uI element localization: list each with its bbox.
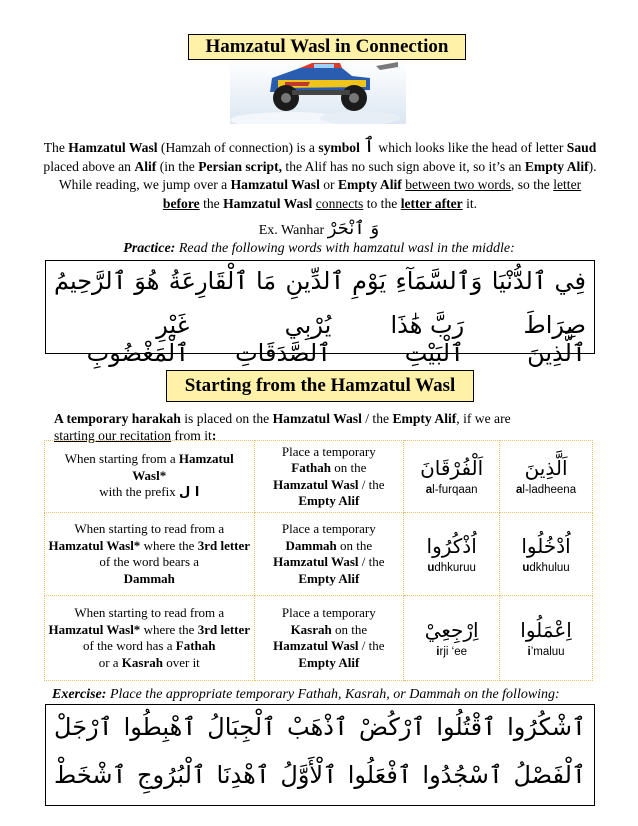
arabic-phrase: صِرَاطَ ٱلَّذِينَ: [523, 311, 586, 367]
cell-text: rji ‘ee: [439, 645, 467, 658]
arabic-word: اُدْخُلُوا: [521, 533, 571, 558]
cell-bold: a: [515, 484, 523, 497]
rule-action: [254, 513, 404, 596]
cell-text: where the: [140, 621, 198, 637]
table-row: [45, 513, 593, 596]
example-word: [404, 441, 500, 513]
cell-text: / the: [358, 638, 385, 653]
arabic-phrase: مَا ٱلْقَارِعَةُ: [168, 267, 277, 295]
table-row: [45, 596, 593, 681]
arabic-word: ٱرْجَلْ: [54, 713, 113, 741]
term-before: before: [162, 195, 200, 211]
term-hamzatul-wasl: Hamzatul Wasl: [272, 411, 362, 426]
transliteration: [407, 560, 496, 577]
section-intro: [54, 410, 594, 444]
intro-text: is placed on the: [180, 411, 273, 426]
cell-bold: Fathah: [175, 638, 216, 653]
intro-text: to the: [363, 195, 401, 211]
practice-box: [45, 260, 595, 367]
arabic-word: ٱلْبُرُوجِ: [137, 761, 206, 789]
intro-text: the Alif has no such sign above it, so it’s an: [282, 158, 525, 174]
term-hamzatul-wasl: Hamzatul Wasl: [68, 140, 158, 155]
arabic-word: ٱفْعَلُوا: [347, 761, 412, 789]
cell-text: of the word bears a: [99, 554, 200, 569]
cell-bold: Dammah: [285, 537, 337, 553]
arabic-word: ٱلْجِبَالُ: [207, 713, 277, 741]
intro-text: The: [43, 140, 69, 155]
arabic-word: اِرْجِعِيْ: [424, 617, 479, 642]
cell-bold: 3rd letter: [197, 537, 251, 553]
arabic-phrase: وَٱلسَّمَآءِ: [395, 267, 483, 295]
cell-bold: Hamzatul Wasl*: [48, 537, 141, 553]
intro-text: which looks like the head of letter: [375, 140, 567, 155]
arabic-phrase: يُرْبِي ٱلصَّدَقَاتِ: [235, 311, 332, 367]
term-empty-alif: Empty Alif: [524, 158, 589, 174]
cell-bold: i: [527, 645, 531, 658]
cell-text: over it: [162, 654, 200, 670]
intro-text: , if we are: [456, 411, 511, 426]
cell-bold: Kasrah: [290, 621, 332, 637]
practice-label: Practice:: [123, 241, 176, 256]
cell-text: of the word has a: [82, 638, 176, 653]
example-word: [404, 513, 500, 596]
cell-text: When starting to read from a: [74, 605, 225, 620]
intro-text: ). While reading, we jump over a: [58, 158, 597, 192]
term-hamzatul-wasl: Hamzatul Wasl: [230, 177, 320, 192]
arabic-word: ٱلْفَصْلُ: [513, 761, 586, 789]
term-temporary-harakah: A temporary harakah: [54, 411, 181, 426]
example-word: [404, 596, 500, 681]
term-symbol: symbol: [318, 140, 360, 155]
example-arabic: وَ ٱنْحَرْ: [327, 218, 380, 239]
practice-text: Read the following words with hamzatul wasl in the middle:: [175, 241, 515, 256]
practice-heading: [0, 241, 638, 257]
table-row: [45, 441, 593, 513]
arabic-word: اَلْفُرْقَانَ: [420, 456, 484, 481]
cell-bold: Empty Alif: [298, 493, 360, 508]
section-title-starting: [166, 370, 474, 402]
arabic-word: اِعْمَلُوا: [520, 617, 572, 642]
term-letter-after: letter after: [400, 195, 463, 211]
colon: :: [211, 428, 217, 443]
hamzatul-wasl-symbol: ٱ: [363, 133, 375, 157]
arabic-word: اَلَّذِينَ: [524, 456, 568, 481]
intro-paragraph: [40, 133, 600, 213]
rules-table: [44, 440, 593, 681]
underlined-text: letter: [553, 177, 582, 192]
arabic-word: ٱشْخَطْ: [54, 761, 127, 789]
intro-text: / the: [361, 411, 393, 426]
cell-text: Place a temporary: [281, 443, 376, 459]
underlined-text: between two words: [405, 177, 511, 192]
rule-condition: [45, 441, 255, 513]
arabic-phrase: هُوَ ٱلرَّحِيمُ: [54, 267, 160, 295]
transliteration: [407, 482, 496, 499]
underlined-text: starting our recitation: [54, 428, 172, 443]
cell-text: on the: [331, 460, 367, 475]
arabic-phrase: فِي ٱلدُّنْيَا: [491, 267, 586, 295]
intro-text: it.: [462, 195, 478, 211]
cell-text: l-furqaan: [432, 484, 478, 497]
cell-bold: i: [436, 645, 440, 658]
cell-bold: Hamzatul Wasl: [273, 638, 359, 653]
intro-text: or: [319, 177, 338, 192]
cell-bold: Hamzatul Wasl*: [48, 621, 141, 637]
cell-text: When starting to read from a: [74, 521, 225, 536]
cell-text: dkhuluu: [529, 561, 570, 574]
cell-bold: a: [425, 484, 433, 497]
arabic-phrase: غَيْرِ ٱلْمَغْضُوبِ: [86, 311, 190, 367]
cell-bold: Hamzatul Wasl: [273, 476, 359, 492]
cell-text: When starting from a: [64, 451, 179, 467]
term-alif: Alif: [134, 158, 157, 174]
arabic-word: اُذْكُرُوا: [426, 533, 477, 558]
arabic-word: ٱرْكُضْ: [358, 713, 426, 741]
arabic-word: ٱهْبِطُوا: [123, 713, 197, 741]
arabic-word: ٱسْجُدُوا: [422, 761, 503, 789]
rule-action: [254, 441, 404, 513]
cell-text: dhkuruu: [434, 561, 476, 574]
intro-text: the: [199, 195, 224, 211]
cell-text: Place a temporary: [281, 521, 376, 536]
cell-bold: u: [427, 561, 435, 574]
exercise-row-2: [54, 761, 586, 789]
monster-truck-image: [230, 60, 406, 124]
example-word: [500, 441, 593, 513]
cell-bold: Dammah: [123, 570, 175, 586]
term-persian-script: Persian script,: [198, 158, 283, 174]
underlined-text: connects: [315, 195, 364, 211]
cell-text: l-ladheena: [522, 484, 577, 497]
cell-text: where the: [140, 537, 198, 553]
cell-bold: u: [522, 561, 530, 574]
exercise-label: Exercise:: [52, 687, 107, 702]
page-title-text: Hamzatul Wasl in Connection: [205, 36, 449, 57]
cell-bold: ا ل: [179, 485, 200, 501]
term-saud: Saud: [566, 140, 597, 155]
example-word: [500, 596, 593, 681]
exercise-box: [45, 704, 595, 806]
arabic-word: ٱهْدِنَا: [216, 761, 270, 789]
section-title-text: Starting from the Hamzatul Wasl: [184, 375, 456, 396]
cell-text: or a: [98, 654, 122, 670]
exercise-row-1: [54, 713, 586, 741]
cell-text: / the: [358, 554, 385, 569]
intro-text: placed above an: [43, 158, 135, 174]
exercise-heading: [52, 687, 612, 703]
term-empty-alif: Empty Alif: [337, 177, 402, 192]
term-empty-alif: Empty Alif: [392, 411, 457, 426]
arabic-phrase: رَبَّ هَٰذَا ٱلْبَيْتِ: [390, 311, 465, 367]
arabic-word: ٱقْتُلُوا: [436, 713, 497, 741]
intro-text: (Hamzah of connection) is a: [157, 140, 319, 155]
intro-text: , so the: [510, 177, 554, 192]
cell-text: with the prefix: [99, 484, 180, 500]
cell-text: on the: [331, 621, 368, 637]
cell-bold: Hamzatul Wasl: [273, 554, 359, 569]
cell-text: on the: [336, 537, 373, 553]
arabic-phrase: يَوْمِ ٱلدِّينِ: [285, 267, 387, 295]
practice-row-1: [54, 267, 586, 295]
cell-bold: Kasrah: [121, 654, 163, 670]
page-title: [188, 34, 466, 60]
rule-action: [254, 596, 404, 681]
cell-bold: Empty Alif: [298, 654, 360, 670]
example-word: [500, 513, 593, 596]
rule-condition: [45, 596, 255, 681]
example-label: Ex. Wanhar: [258, 223, 325, 238]
transliteration: [503, 560, 589, 577]
transliteration: [503, 644, 589, 661]
example-line: [0, 218, 638, 239]
cell-bold: Empty Alif: [298, 570, 360, 586]
cell-text: / the: [358, 476, 385, 492]
cell-bold: 3rd letter: [197, 621, 251, 637]
term-hamzatul-wasl: Hamzatul Wasl: [223, 195, 313, 211]
practice-row-2: [54, 311, 586, 367]
arabic-word: ٱشْكُرُوا: [507, 713, 586, 741]
arabic-word: ٱذْهَبْ: [287, 713, 349, 741]
cell-text: ’maluu: [530, 645, 565, 658]
cell-text: Place a temporary: [281, 605, 376, 620]
arabic-word: ٱلْأَوَّلُ: [280, 761, 338, 789]
transliteration: [407, 644, 496, 661]
transliteration: [503, 482, 589, 499]
intro-text: from it: [171, 428, 212, 443]
intro-text: (in the: [156, 158, 199, 174]
cell-bold: Fathah: [291, 460, 332, 475]
rule-condition: [45, 513, 255, 596]
exercise-text: Place the appropriate temporary Fathah, Kasrah, or Dammah on the following:: [106, 687, 560, 702]
cell-bold: Hamzatul Wasl*: [132, 451, 234, 483]
